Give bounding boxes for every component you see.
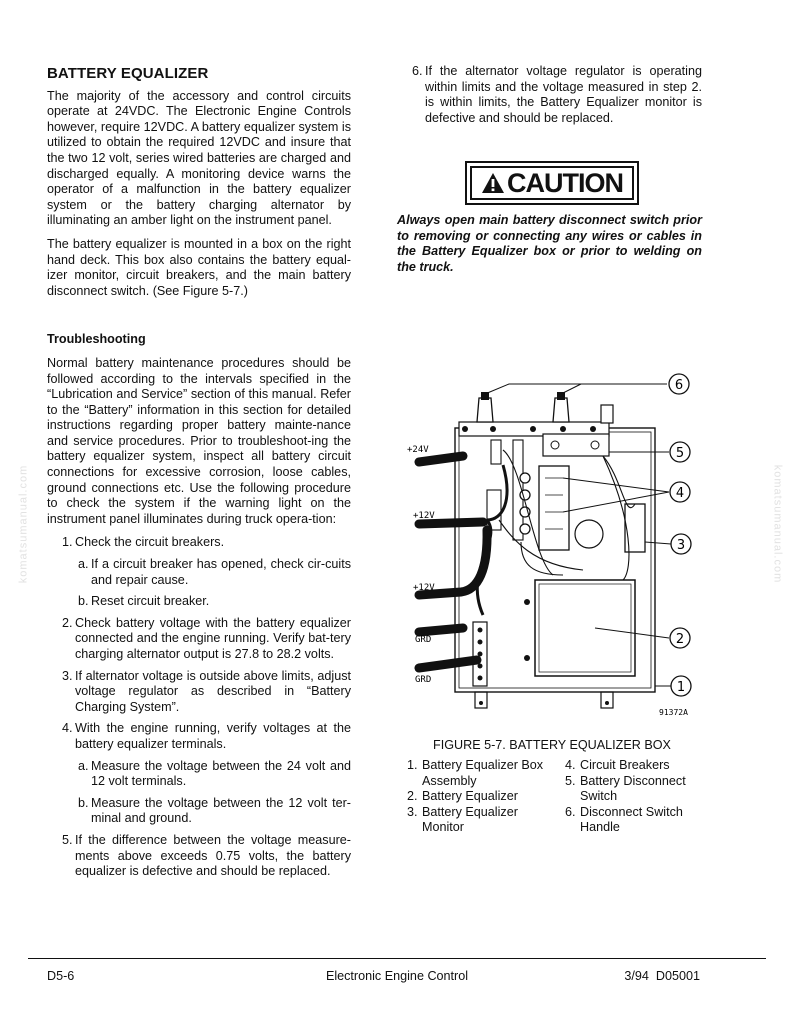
sub-step [47, 759, 351, 790]
troubleshooting-paragraph: Normal battery maintenance procedures should be followed according to the intervals specified in the “Lubrication and Service” section of this manual. Refer to the “Battery” information in this section for detailed instructions regarding proper battery mainte-nance and service procedures. Prior to troubleshoot-ing the battery equalizer system, inspect all battery circuit connections for excessive corrosion, loose cables, ground connections etc. Use the following procedure to check the system if the warning light on the instrument panel illuminates during truck opera-tion: [47, 355, 351, 526]
troubleshooting-heading: Troubleshooting [47, 332, 146, 347]
callout-1 [671, 676, 691, 696]
callout-number: 4 [675, 486, 685, 501]
sub-step-text: Measure the voltage between the 12 volt ter-minal and ground. [91, 795, 351, 826]
callout-3 [671, 534, 691, 554]
procedure-step [47, 721, 351, 827]
legend-number: 2. [407, 789, 418, 804]
footer-section-title: Electronic Engine Control [325, 969, 469, 983]
label-ground: GRD [415, 675, 432, 685]
footer-doc-code: 3/94 D05001 [624, 969, 700, 983]
legend-text: Battery Equalizer Box Assembly [422, 758, 544, 788]
legend-item [565, 805, 715, 836]
step-number: 2. [62, 615, 73, 630]
sub-step [47, 594, 351, 610]
step-text: Check the circuit breakers. [75, 535, 225, 550]
terminal-posts [487, 440, 523, 540]
callout-number: 5 [675, 446, 685, 461]
procedure-step [47, 535, 351, 609]
step-number: 1. [62, 535, 73, 550]
step-text: With the engine running, verify voltages at the battery equalizer terminals. [75, 721, 351, 751]
figure-caption: FIGURE 5-7. BATTERY EQUALIZER BOX [433, 738, 671, 752]
step-number: 4. [62, 721, 73, 736]
legend-item [407, 789, 557, 805]
step-number: 6. [412, 64, 423, 78]
mounting-foot-bolt [605, 701, 609, 705]
sub-step-letter: b. [78, 795, 89, 810]
figure-legend-left [407, 758, 557, 836]
label-12v: +12V [413, 511, 435, 521]
battery-equalizer-monitor [625, 504, 645, 552]
step-text: If alternator voltage is outside above limits, adjust voltage regulator as described in “Battery Charging System”. [75, 668, 351, 714]
caution-label: CAUTION [507, 167, 623, 198]
step-number: 3. [62, 668, 73, 683]
caution-text: Always open main battery disconnect switch prior to removing or connecting any wires or cables in the Battery Equalizer box or prior to welding on the truck. [397, 213, 702, 274]
callout-number: 3 [676, 538, 686, 553]
battery-equalizer-box-diagram [403, 370, 703, 725]
sub-step-letter: a. [78, 557, 89, 572]
label-12v: +12V [413, 583, 435, 593]
intro-paragraph: The majority of the accessory and control circuits operate at 24VDC. The Electronic Engine Controls however, require 12VDC. A battery equalizer system is utilized to obtain the required 12VDC and insure that the two 12 volt, series wired batteries are charged and discharged equally. A monitoring device warns the operator of a malfunction in the battery equalizer system or the battery charging alternator by illuminating an amber light on the instrument panel. [47, 88, 351, 228]
sub-step-text: Measure the voltage between the 24 volt and 12 volt terminals. [91, 758, 351, 789]
legend-item [407, 758, 557, 789]
step-number: 5. [62, 832, 73, 847]
step-text: Check battery voltage with the battery equalizer connected and the engine running. Verify bat-tery charging alternator output is 27.8 to 28.2 volts. [75, 615, 351, 661]
legend-text: Battery Disconnect Switch [580, 773, 686, 804]
legend-text: Disconnect Switch Handle [580, 804, 683, 835]
callout-4 [670, 482, 690, 502]
sub-step [47, 557, 351, 588]
step-text: If the difference between the voltage measure-ments above exceeds 0.75 volts, the battery equalizer is defective and should be replaced. [75, 832, 351, 879]
ground-bus [473, 622, 487, 686]
watermark: komatsumanual.com [771, 464, 784, 584]
sub-step-letter: b. [78, 594, 89, 609]
thin-cables [477, 465, 507, 615]
callout-number: 1 [676, 680, 686, 695]
location-paragraph: The battery equalizer is mounted in a box on the right hand deck. This box also contains the battery equal-izer monitor, circuit breakers, and the main battery disconnect switch. (See Figure 5-7.) [47, 236, 351, 298]
label-24v: +24V [407, 445, 429, 455]
legend-item [565, 774, 715, 805]
section-title: BATTERY EQUALIZER [47, 65, 209, 82]
procedure-step [397, 64, 702, 126]
battery-equalizer [524, 580, 635, 676]
procedure-steps-continued [397, 64, 702, 126]
label-ground: GRD [415, 635, 432, 645]
round-gauge [575, 520, 603, 548]
left-column [47, 64, 351, 886]
legend-number: 1. [407, 758, 418, 772]
mounting-foot-bolt [479, 701, 483, 705]
footer-divider [28, 958, 766, 959]
legend-text: Battery Equalizer Monitor [422, 804, 518, 835]
page-number: D5-6 [47, 969, 75, 983]
disconnect-switch-knob [601, 405, 613, 423]
disconnect-switch-handle [553, 392, 569, 422]
sub-step-text: If a circuit breaker has opened, check cir-cuits and repair cause. [91, 557, 351, 587]
figure-code: 91372A [659, 708, 688, 717]
step-text: If the alternator voltage regulator is operating within limits and the voltage measured in step 2. is within limits, the Battery Equalizer monitor is defective and should be replaced. [425, 64, 702, 125]
mounting-foot [601, 692, 613, 708]
figure-legend-right [565, 758, 715, 836]
procedure-step [47, 669, 351, 716]
caution-sign [465, 161, 639, 205]
caution-sign-inner [470, 166, 634, 200]
callout-2 [670, 628, 690, 648]
legend-number: 6. [565, 804, 576, 819]
sub-steps [75, 759, 351, 827]
callout-number: 6 [674, 378, 684, 393]
right-column [397, 64, 702, 132]
warning-triangle-icon [481, 172, 505, 194]
circuit-breakers [520, 466, 569, 550]
callout-6 [669, 374, 689, 394]
sub-step-text: Reset circuit breaker. [91, 594, 210, 609]
callout-5 [670, 442, 690, 462]
sub-step-letter: a. [78, 758, 89, 773]
legend-item [407, 805, 557, 836]
legend-number: 5. [565, 773, 576, 788]
watermark: komatsumanual.com [17, 464, 30, 584]
legend-text: Circuit Breakers [580, 758, 670, 772]
sub-steps [75, 557, 351, 610]
procedure-step [47, 833, 351, 880]
disconnect-switch-handle [477, 392, 493, 422]
legend-item [565, 758, 715, 774]
legend-number: 4. [565, 758, 576, 772]
callout-number: 2 [675, 632, 685, 647]
mounting-foot [475, 692, 487, 708]
legend-text: Battery Equalizer [422, 789, 518, 804]
procedure-step [47, 616, 351, 663]
procedure-steps [47, 535, 351, 879]
sub-step [47, 796, 351, 827]
legend-number: 3. [407, 804, 418, 819]
